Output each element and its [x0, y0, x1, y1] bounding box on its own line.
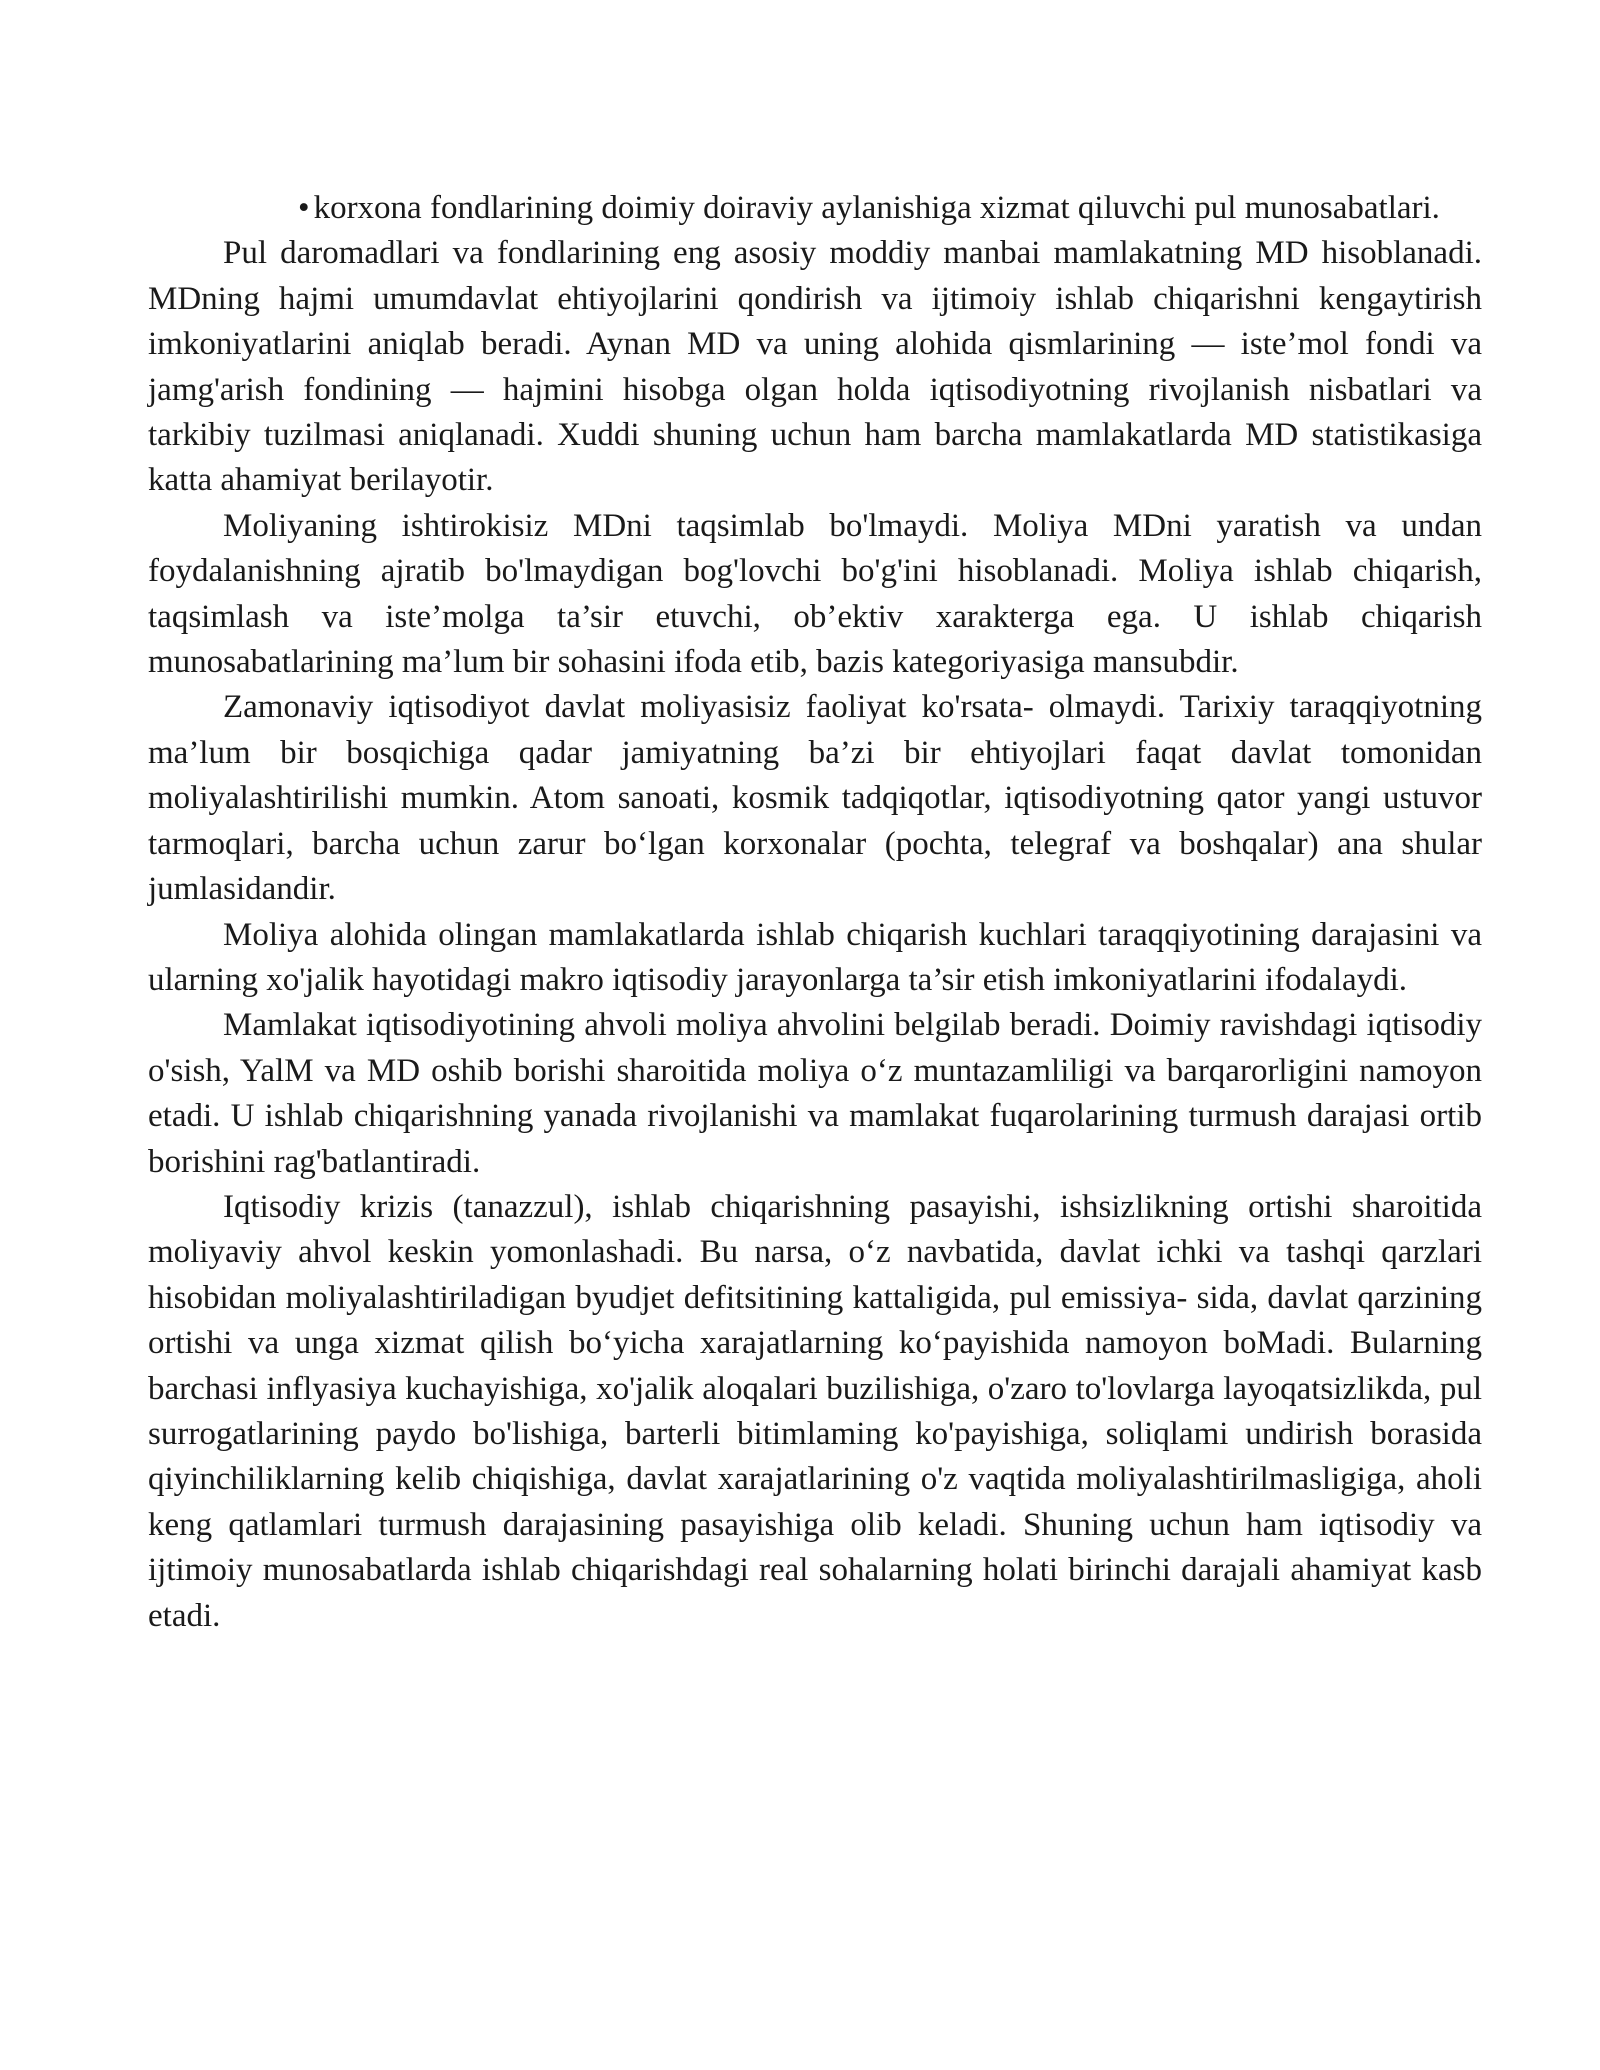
- bullet-paragraph-text: korxona fondlarining doimiy doiraviy aylanishiga xizmat qiluvchi pul munosabatlari.: [313, 190, 1440, 226]
- paragraph-md-source: Pul daromadlari va fondlarining eng asosiy moddiy manbai mamlakatning MD hisoblanadi. MDning hajmi umumdavlat ehtiyojlarini qondirish va ijtimoiy ishlab chiqarishni kengaytirish imkoniyatlarini aniqlab beradi. Aynan MD va uning alohida qismlarining — iste’mol fondi va jamg'arish fondining — hajmini hisobga olgan holda iqtisodiyotning rivojlanish nisbatlari va tarkibiy tuzilmasi aniqlanadi. Xuddi shuning uchun ham barcha mamlakatlarda MD statistikasiga katta ahamiyat berilayotir.: [148, 235, 1482, 499]
- paragraph-modern-economy: Zamonaviy iqtisodiyot davlat moliyasisiz faoliyat ko'rsata- olmaydi. Tarixiy taraqqiyotning ma’lum bir bosqichiga qadar jamiyatning ba’zi bir ehtiyojlari faqat davlat tomonidan moliyalashtirilishi mumkin. Atom sanoati, kosmik tadqiqotlar, iqtisodiyotning qator yangi ustuvor tarmoqlari, barcha uchun zarur bo‘lgan korxonalar (pochta, telegraf va boshqalar) ana shular jumlasidandir.: [148, 689, 1482, 908]
- document-body: [148, 186, 1482, 1639]
- paragraph-economic-crisis: Iqtisodiy krizis (tanazzul), ishlab chiqarishning pasayishi, ishsizlikning ortishi sharoitida moliyaviy ahvol keskin yomonlashadi. Bu narsa, o‘z navbatida, davlat ichki va tashqi qarzlari hisobidan moliyalashtiriladigan byudjet defitsitining kattaligida, pul emissiya- sida, davlat qarzining ortishi va unga xizmat qilish bo‘yicha xarajatlarning ko‘payishida namoyon boMadi. Bularning barchasi inflyasiya kuchayishiga, xo'jalik aloqalari buzilishiga, o'zaro to'lovlarga layoqatsizlikda, pul surrogatlarining paydo bo'lishiga, barterli bitimlaming ko'payishiga, soliqlami undirish borasida qiyinchiliklarning kelib chiqishiga, davlat xarajatlarining o'z vaqtida moliyalashtirilmasligiga, aholi keng qatlamlari turmush darajasining pasayishiga olib keladi. Shuning uchun ham iqtisodiy va ijtimoiy munosabatlarda ishlab chiqarishdagi real sohalarning holati birinchi darajali ahamiyat kasb etadi.: [148, 1188, 1482, 1634]
- paragraph-economy-state: Mamlakat iqtisodiyotining ahvoli moliya ahvolini belgilab beradi. Doimiy ravishdagi iqtisodiy o'sish, YalM va MD oshib borishi sharoitida moliya o‘z muntazamliligi va barqarorligini namoyon etadi. U ishlab chiqarishning yanada rivojlanishi va mamlakat fuqarolarining turmush darajasi ortib borishini rag'batlantiradi.: [148, 1007, 1482, 1180]
- paragraph-finance-distribution: Moliyaning ishtirokisiz MDni taqsimlab bo'lmaydi. Moliya MDni yaratish va undan foydalanishning ajratib bo'lmaydigan bog'lovchi bo'g'ini hisoblanadi. Moliya ishlab chiqarish, taqsimlash va iste’molga ta’sir etuvchi, ob’ektiv xarakterga ega. U ishlab chiqarish munosabatlarining ma’lum bir sohasini ifoda etib, bazis kategoriyasiga mansubdir.: [148, 507, 1482, 681]
- paragraph-productive-forces: Moliya alohida olingan mamlakatlarda ishlab chiqarish kuchlari taraqqiyotining darajasini va ularning xo'jalik hayotidagi makro iqtisodiy jarayonlarga ta’sir etish imkoniyatlarini ifodalaydi.: [148, 916, 1482, 998]
- bullet-icon: •: [298, 190, 310, 226]
- bullet-paragraph: [148, 186, 1482, 231]
